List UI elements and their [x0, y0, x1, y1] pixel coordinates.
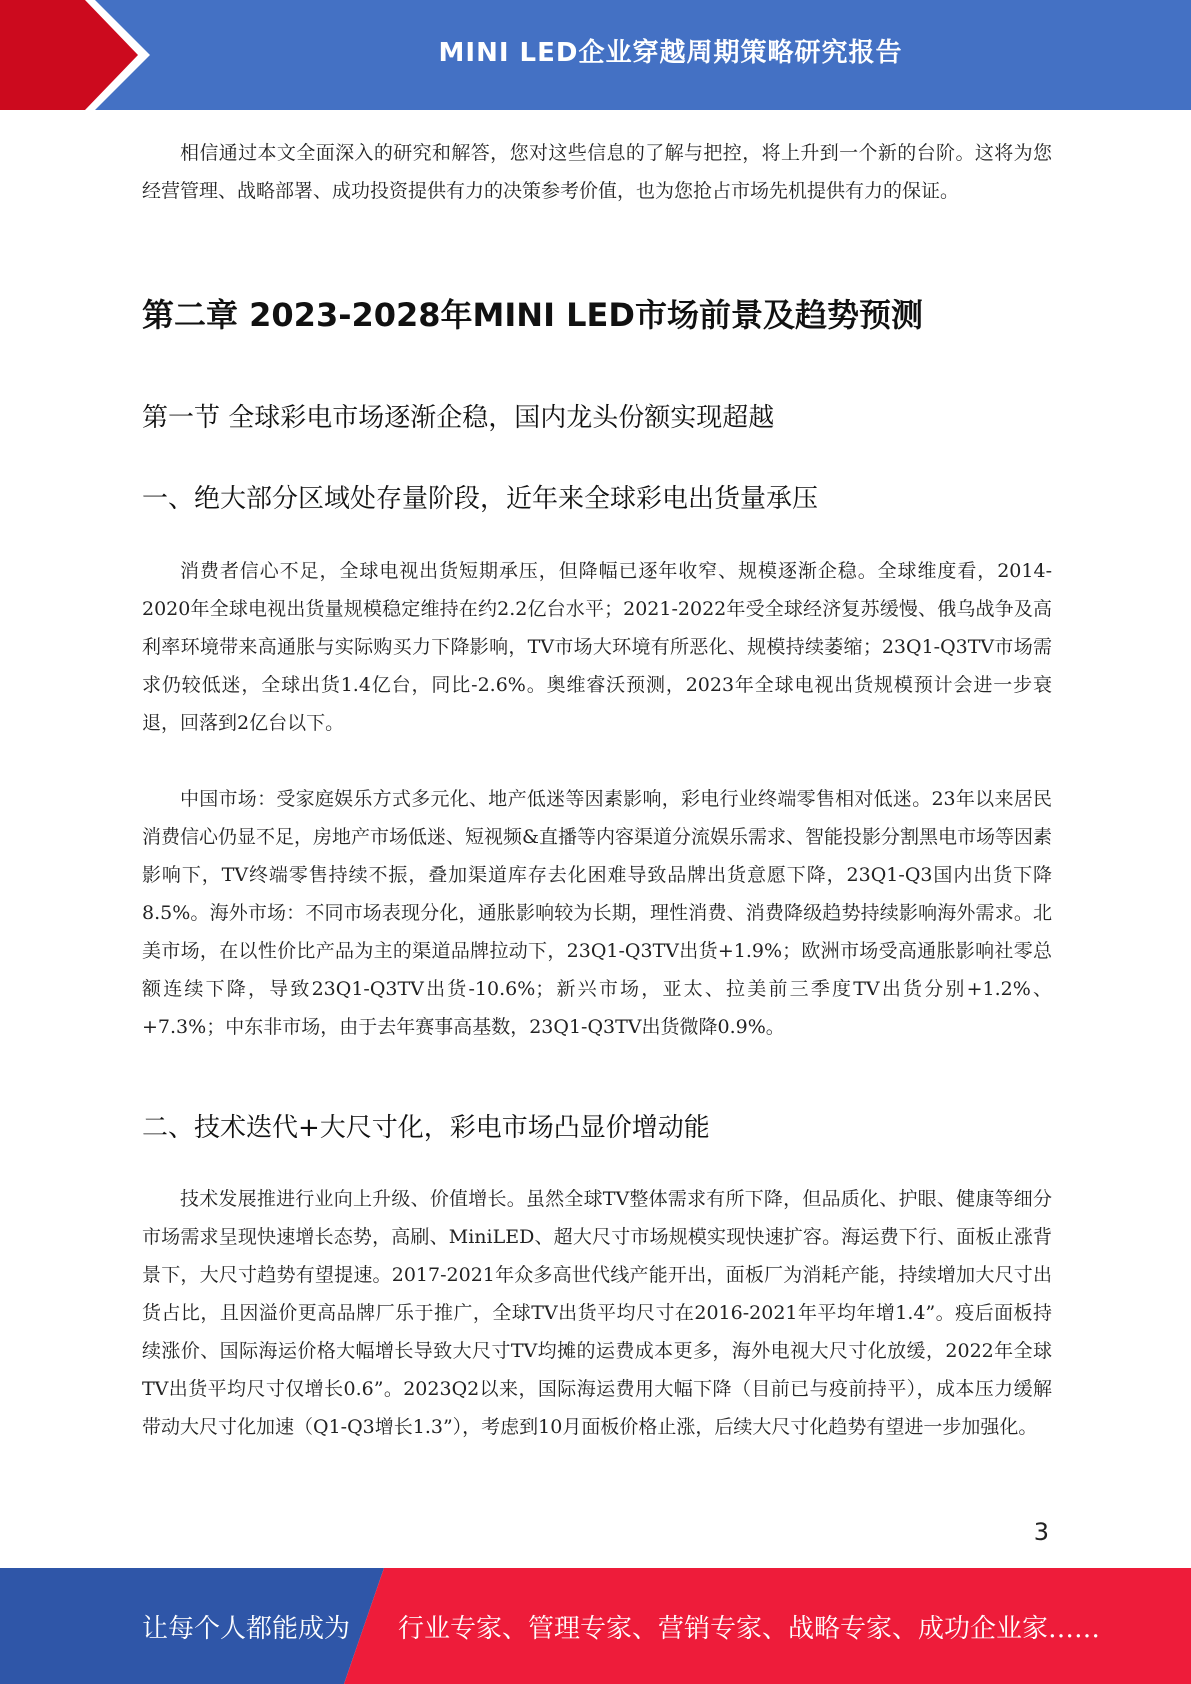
page-number: 3 — [1033, 1518, 1049, 1546]
page-footer — [0, 1568, 1191, 1684]
subsection-2-body — [142, 1180, 1052, 1446]
header-arrow-graphic — [0, 0, 150, 110]
page-header — [0, 0, 1191, 110]
report-title: MINI LED企业穿越周期策略研究报告 — [438, 37, 903, 68]
section-title: 第一节 全球彩电市场逐渐企稳，国内龙头份额实现超越 — [142, 403, 775, 433]
intro-paragraph: 相信通过本文全面深入的研究和解答，您对这些信息的了解与把控，将上升到一个新的台阶。这将为您经营管理、战略部署、成功投资提供有力的决策参考价值，也为您抢占市场先机提供有力的保证。 — [142, 142, 1052, 202]
paragraph: 技术发展推进行业向上升级、价值增长。虽然全球TV整体需求有所下降，但品质化、护眼、健康等细分市场需求呈现快速增长态势，高刷、MiniLED、超大尺寸市场规模实现快速扩容。海运费下行、面板止涨背景下，大尺寸趋势有望提速。2017-2021年众多高世代线产能开出，面板厂为消耗产能，持续增加大尺寸出货占比，且因溢价更高品牌厂乐于推广，全球TV出货平均尺寸在2016-2021年平均年增1.4”。疫后面板持续涨价、国际海运价格大幅增长导致大尺寸TV均摊的运费成本更多，海外电视大尺寸化放缓，2022年全球TV出货平均尺寸仅增长0.6”。2023Q2以来，国际海运费用大幅下降（目前已与疫前持平），成本压力缓解带动大尺寸化加速（Q1-Q3增长1.3”），考虑到10月面板价格止涨，后续大尺寸化趋势有望进一步加强化。 — [142, 1188, 1052, 1438]
intro-block — [142, 134, 1052, 210]
subsection-2-title: 二、技术迭代+大尺寸化，彩电市场凸显价增动能 — [142, 1113, 710, 1143]
paragraph: 中国市场：受家庭娱乐方式多元化、地产低迷等因素影响，彩电行业终端零售相对低迷。23年以来居民消费信心仍显不足，房地产市场低迷、短视频&直播等内容渠道分流娱乐需求、智能投影分割黑电市场等因素影响下，TV终端零售持续不振，叠加渠道库存去化困难导致品牌出货意愿下降，23Q1-Q3国内出货下降8.5%。海外市场：不同市场表现分化，通胀影响较为长期，理性消费、消费降级趋势持续影响海外需求。北美市场，在以性价比产品为主的渠道品牌拉动下，23Q1-Q3TV出货+1.9%；欧洲市场受高通胀影响社零总额连续下降，导致23Q1-Q3TV出货-10.6%；新兴市场，亚太、拉美前三季度TV出货分别+1.2%、+7.3%；中东非市场，由于去年赛事高基数，23Q1-Q3TV出货微降0.9%。 — [142, 788, 1052, 1038]
footer-slogan-left: 让每个人都能成为 — [142, 1613, 351, 1644]
subsection-1-body — [142, 552, 1052, 1046]
subsection-1-title: 一、绝大部分区域处存量阶段，近年来全球彩电出货量承压 — [142, 484, 819, 514]
chapter-title: 第二章 2023-2028年MINI LED市场前景及趋势预测 — [142, 296, 923, 334]
footer-slogan-right: 行业专家、管理专家、营销专家、战略专家、成功企业家…… — [398, 1613, 1101, 1644]
paragraph: 消费者信心不足，全球电视出货短期承压，但降幅已逐年收窄、规模逐渐企稳。全球维度看，2014-2020年全球电视出货量规模稳定维持在约2.2亿台水平；2021-2022年受全球经济复苏缓慢、俄乌战争及高利率环境带来高通胀与实际购买力下降影响，TV市场大环境有所恶化、规模持续萎缩；23Q1-Q3TV市场需求仍较低迷，全球出货1.4亿台，同比-2.6%。奥维睿沃预测，2023年全球电视出货规模预计会进一步衰退，回落到2亿台以下。 — [142, 560, 1052, 734]
